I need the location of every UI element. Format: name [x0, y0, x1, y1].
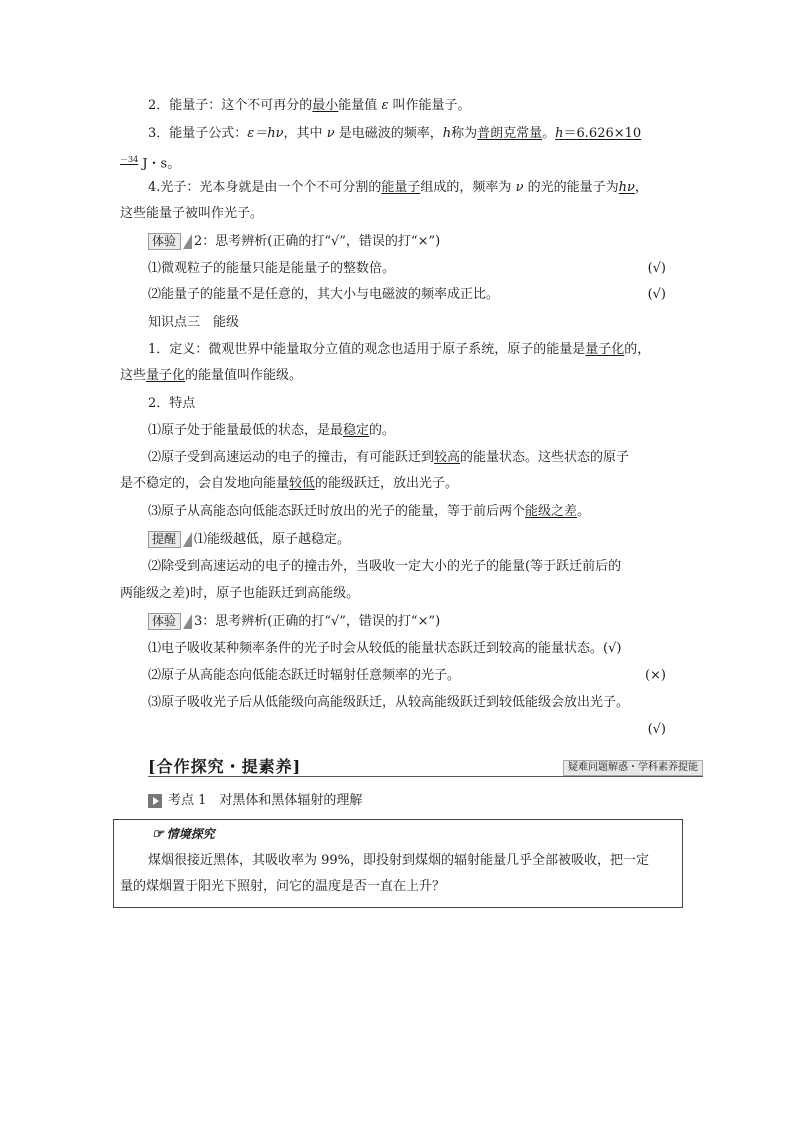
- scenario-text: 煤烟很接近黑体，其吸收率为 99%，即投射到煤烟的辐射能量几乎全部被吸收，把一定: [148, 853, 650, 868]
- topic-heading: 考点 1 对黑体和黑体辐射的理解: [148, 791, 362, 811]
- exercise-3-item: ⑴电子吸收某种频率条件的光子时会从较低的能量状态跃迁到较高的能量状态。(√): [148, 641, 622, 656]
- section-title: [合作探究・提素养]: [148, 757, 302, 776]
- section-badge: 疑难问题解惑・学科素养提能: [563, 760, 703, 776]
- paragraph-energy-quantum: 2．能量子：这个不可再分的最小能量值 ε 叫作能量子。: [148, 98, 471, 113]
- knowledge-point-title: 知识点三 能级: [148, 315, 240, 330]
- exercise-2-item: ⑵能量子的能量不是任意的，其大小与电磁波的频率成正比。 (√): [148, 287, 666, 302]
- section-header: [148, 754, 703, 778]
- reminder-heading: 提醒 ⑴能级越低，原子越稳定。: [148, 530, 350, 550]
- exercise-tag: 体验: [148, 613, 181, 630]
- feature-item: ⑶原子从高能态向低能态跃迁时放出的光子的能量，等于前后两个能级之差。: [148, 504, 591, 519]
- features-title: 2．特点: [148, 396, 196, 411]
- reminder-item-cont: 两能级之差)时，原子也能跃迁到高能级。: [120, 586, 360, 601]
- paragraph-definition-cont: 这些量子化的能量值叫作能级。: [120, 368, 303, 383]
- exercise-2-item: ⑴微观粒子的能量只能是能量子的整数倍。 (√): [148, 261, 666, 276]
- scenario-text-cont: 量的煤烟置于阳光下照射，问它的温度是否一直在上升？: [120, 879, 446, 894]
- section-divider: [148, 776, 703, 777]
- exercise-3-item: ⑶原子吸收光子后从低能级向高能级跃迁，从较高能级跃迁到较低能级会放出光子。: [148, 695, 630, 710]
- exercise-2-heading: 体验 2：思考辨析(正确的打“√”，错误的打“×”): [148, 232, 440, 252]
- scenario-heading: ☞ 情境探究: [152, 827, 215, 842]
- reminder-tag: 提醒: [148, 531, 181, 548]
- feature-item: ⑵原子受到高速运动的电子的撞击，有可能跃迁到较高的能量状态。这些状态的原子: [148, 450, 630, 465]
- paragraph-formula: 3．能量子公式：ε＝hν，其中 ν 是电磁波的频率，h称为普朗克常量。h＝6.626×10: [148, 126, 642, 141]
- paragraph-photon: 4.光子：光本身就是由一个个不可分割的能量子组成的，频率为 ν 的光的能量子为hν，: [148, 180, 648, 195]
- paragraph-formula-cont: $^{-34}$ J・s。: [120, 155, 181, 172]
- exercise-3-heading: 体验 3：思考辨析(正确的打“√”，错误的打“×”): [148, 612, 440, 632]
- tag-corner-icon: [183, 614, 192, 629]
- exercise-3-item: ⑵原子从高能态向低能态跃迁时辐射任意频率的光子。 (×): [148, 668, 666, 683]
- reminder-item: ⑵除受到高速运动的电子的撞击外，当吸收一定大小的光子的能量(等于跃迁前后的: [148, 559, 622, 574]
- paragraph-photon-cont: 这些能量子被叫作光子。: [120, 206, 264, 221]
- feature-item: ⑴原子处于能量最低的状态，是最稳定的。: [148, 423, 396, 438]
- tag-corner-icon: [183, 532, 192, 547]
- scenario-box: [113, 819, 683, 908]
- pointing-hand-icon: ☞: [152, 827, 164, 842]
- paragraph-definition: 1．定义：微观世界中能量取分立值的观念也适用于原子系统，原子的能量是量子化的，: [148, 342, 651, 357]
- play-icon: [148, 794, 162, 808]
- page: 2．能量子：这个不可再分的最小能量值 ε 叫作能量子。 3．能量子公式：ε＝hν，其中 ν 是电磁波的频率，h称为普朗克常量。h＝6.626×10 $^{-34}$ J・s。 4.光子：光本身就是由一个个不可分割的能量子组成的，频率为 ν 的光的能量子为hν， 这些能量子被叫作光子。 体验 2：思考辨析(正确的打“√”，错误的打“×”) ⑴微观粒子的能量只能是能量子的整数倍。 (√) ⑵能量子的能量不是任意的，其大小与电磁波的频率成正比。 (√) 知识点三 能级 1．定义：微观世界中能量取分立值的观念也适用于原子系统，原子的能量是量子化的， 这些量子化的能量值叫作能级。 2．特点 ⑴原子处于能量最低的状态，是最稳定的。 ⑵原子受到高速运动的电子的撞击，有可能跃迁到较高的能量状态。这些状态的原子 是不稳定的，会自发地向能量较低的能级跃迁，放出光子。 ⑶原子从高能态向低能态跃迁时放出的光子的能量，等于前后两个能级之差。 提醒 ⑴能级越低，原子越稳定。 ⑵除受到高速运动的电子的撞击外，当吸收一定大小的光子的能量(等于跃迁前后的 两能级之差)时，原子也能跃迁到高能级。 体验 3：思考辨析(正确的打“√”，错误的打“×”) ⑴电子吸收某种频率条件的光子时会从较低的能量状态跃迁到较高的能量状态。(√) ⑵原子从高能态向低能态跃迁时辐射任意频率的光子。 (×) ⑶原子吸收光子后从低能级向高能级跃迁，从较高能级跃迁到较低能级会放出光子。 (√) [合作探究・提素养] 疑难问题解惑・学科素养提能 考点 1 对黑体和黑体辐射的理解 ☞ 情境探究 煤烟很接近黑体，其吸收率为 99%，即投射到煤烟的辐射能量几乎全部被吸收，把一定 量的煤烟置于阳光下照射，问它的温度是否一直在上升？: [0, 0, 794, 1123]
- exercise-tag: 体验: [148, 233, 181, 250]
- feature-item-cont: 是不稳定的，会自发地向能量较低的能级跃迁，放出光子。: [120, 476, 459, 491]
- tag-corner-icon: [183, 234, 192, 249]
